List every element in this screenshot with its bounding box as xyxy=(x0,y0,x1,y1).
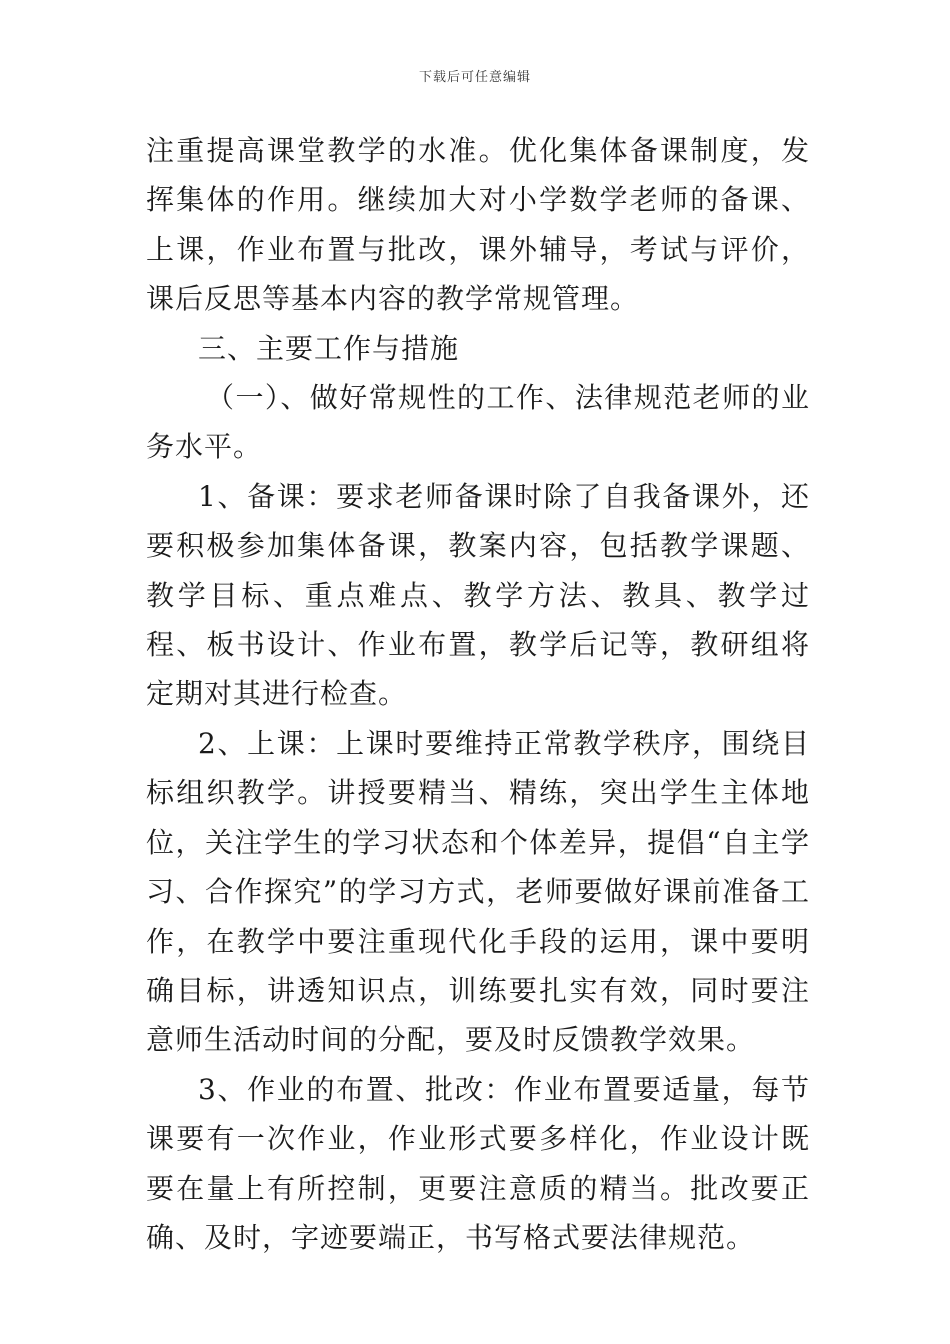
paragraph-teaching: 2、上课：上课时要维持正常教学秩序，围绕目标组织教学。讲授要精当、精练，突出学生主体地位，关注学生的学习状态和个体差异，提倡“自主学习、合作探究”的学习方式，老师要做好课前准备工作，在教学中要注重现代化手段的运用，课中要明确目标，讲透知识点，训练要扎实有效，同时要注意师生活动时间的分配，要及时反馈教学效果。 xyxy=(146,726,810,1057)
section-heading: 三、主要工作与措施 xyxy=(198,331,460,365)
paragraph-lesson-prep: 1、备课：要求老师备课时除了自我备课外，还要积极参加集体备课，教案内容，包括教学课题、教学目标、重点难点、教学方法、教具、教学过程、板书设计、作业布置，教学后记等，教研组将定期对其进行检查。 xyxy=(146,479,810,711)
document-body xyxy=(146,126,810,1262)
subsection-heading: （一）、做好常规性的工作、法律规范老师的业务水平。 xyxy=(146,381,810,464)
page-header: 下载后可任意编辑 xyxy=(418,70,531,85)
paragraph-intro: 注重提高课堂教学的水准。优化集体备课制度，发挥集体的作用。继续加大对小学数学老师的备课、上课，作业布置与批改，课外辅导，考试与评价，课后反思等基本内容的教学常规管理。 xyxy=(146,134,810,316)
paragraph-homework: 3、作业的布置、批改：作业布置要适量，每节课要有一次作业，作业形式要多样化，作业设计既要在量上有所控制，更要注意质的精当。批改要正确、及时，字迹要端正，书写格式要法律规范。 xyxy=(146,1072,810,1254)
